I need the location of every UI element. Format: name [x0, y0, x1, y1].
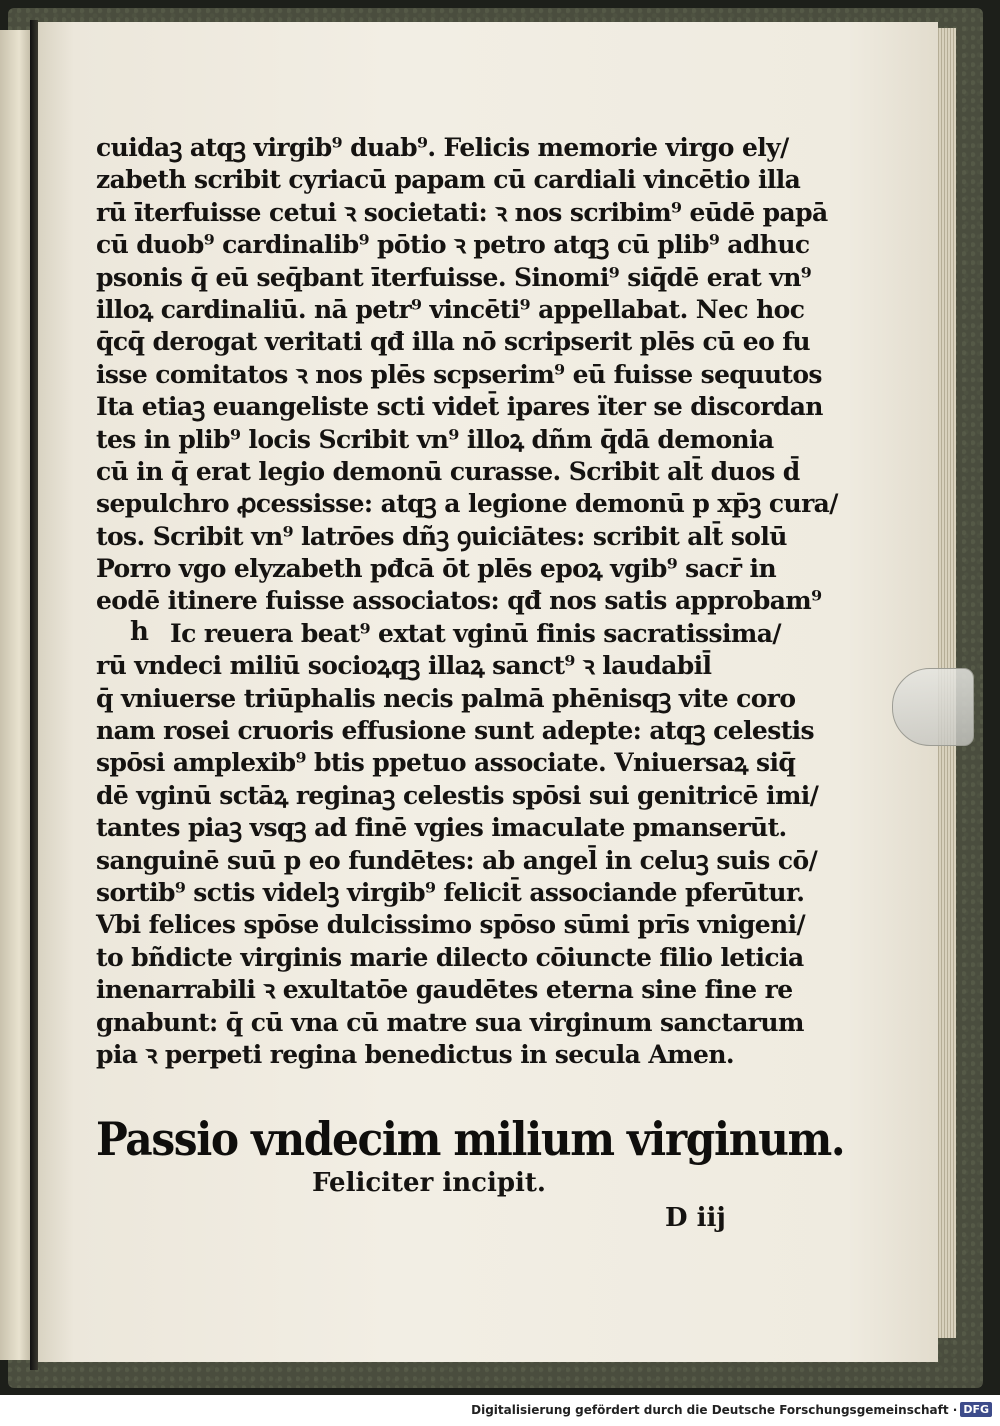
text-line: psonis q̄ eū seq̄bant īterfuisse. Sinomi⁹ siq̄dē erat vn⁹: [96, 262, 812, 292]
text-line: isse comitatos ꝛ nos plēs scpserim⁹ eū fuisse sequutos: [96, 359, 822, 389]
text-line: q̄cq̄ derogat veritati qđ illa nō scripserit plēs cū eo fu: [96, 327, 810, 357]
text-line: zabeth scribit cyriacū papam cū cardiali vincētio illa: [96, 165, 801, 195]
guide-initial-letter: h: [130, 617, 149, 647]
text-line: tantes piaꝫ vsqꝫ ad finē vgies imaculate pmanserūt.: [96, 813, 787, 843]
text-line: Porro vgo elyzabeth pđcā ōt plēs epoꝝ vgib⁹ sacr̄ in: [96, 554, 777, 584]
text-line: rū īterfuisse cetui ꝛ societati: ꝛ nos scribim⁹ eūdē papā: [96, 197, 828, 227]
text-line: eodē itinere fuisse associatos: qđ nos satis approbam⁹: [96, 586, 822, 616]
text-line: Ita etiaꝫ euangeliste scti videt̄ ipares ïter se discordan: [96, 392, 823, 422]
text-line: nam rosei cruoris effusione sunt adepte: atqꝫ celestis: [96, 716, 815, 746]
text-line: to bñdicte virginis marie dilecto cōiuncte filio leticia: [96, 942, 804, 972]
text-line: tos. Scribit vn⁹ latrōes dñꝫ ꝯuiciātes: scribit alt̄ solū: [96, 521, 787, 551]
text-line: sepulchro ꝓcessisse: atqꝫ a legione demonū p xp̄ꝫ cura/: [96, 489, 838, 519]
text-line: cū in q̄ erat legio demonū curasse. Scribit alt̄ duos d̄: [96, 456, 800, 486]
text-line: cū duob⁹ cardinalib⁹ pōtio ꝛ petro atqꝫ cū plib⁹ adhuc: [96, 230, 810, 260]
text-line: illoꝝ cardinaliū. nā petr⁹ vincēti⁹ appellabat. Nec hoc: [96, 294, 805, 324]
text-line: spōsi amplexib⁹ btis ppetuo associate. Vniuersaꝝ siq̄: [96, 748, 796, 778]
text-line: Vbi felices spōse dulcissimo spōso sūmi prīs vnigeni/: [96, 910, 806, 940]
digitization-credit: [471, 1402, 992, 1417]
section-subheading: Feliciter incipit.: [312, 1168, 546, 1198]
left-page-edge: [0, 30, 34, 1360]
text-line: sanguinē suū p eo fundētes: ab angel̄ in celuꝫ suis cō/: [96, 845, 818, 875]
credit-text: Digitalisierung gefördert durch die Deutsche Forschungsgemeinschaft ·: [471, 1402, 958, 1417]
text-line: dē vginū sctāꝝ reginaꝫ celestis spōsi sui genitricē imi/: [96, 780, 819, 810]
text-line: q̄ vniuerse triūphalis necis palmā phēnisqꝫ vite coro: [96, 683, 796, 713]
text-line: pia ꝛ perpeti regina benedictus in secula Amen.: [96, 1039, 735, 1069]
text-line: gnabunt: q̄ cū vna cū matre sua virginum sanctarum: [96, 1007, 804, 1037]
text-line: inenarrabili ꝛ exultatōe gaudētes eterna sine fine re: [96, 975, 793, 1005]
signature-mark: D iij: [665, 1203, 726, 1233]
text-line: rū vndeci miliū socioꝝqꝫ illaꝝ sanct⁹ ꝛ laudabil̄: [96, 651, 712, 681]
text-line: Ic reuera beat⁹ extat vginū finis sacratissima/: [170, 618, 781, 648]
text-line: tes in plib⁹ locis Scribit vn⁹ illoꝝ dñm q̄dā demonia: [96, 424, 774, 454]
page-clip: [892, 668, 974, 746]
text-line: cuidaꝫ atqꝫ virgib⁹ duab⁹. Felicis memorie virgo ely/: [96, 133, 789, 162]
section-heading: Passio vndecim milium virginum.: [96, 1112, 845, 1166]
body-text: [96, 132, 838, 1071]
text-line: sortib⁹ sctis videlꝫ virgib⁹ felicit̄ associande pferūtur.: [96, 877, 805, 907]
dfg-logo: DFG: [960, 1402, 992, 1417]
book-spine: [30, 20, 38, 1370]
